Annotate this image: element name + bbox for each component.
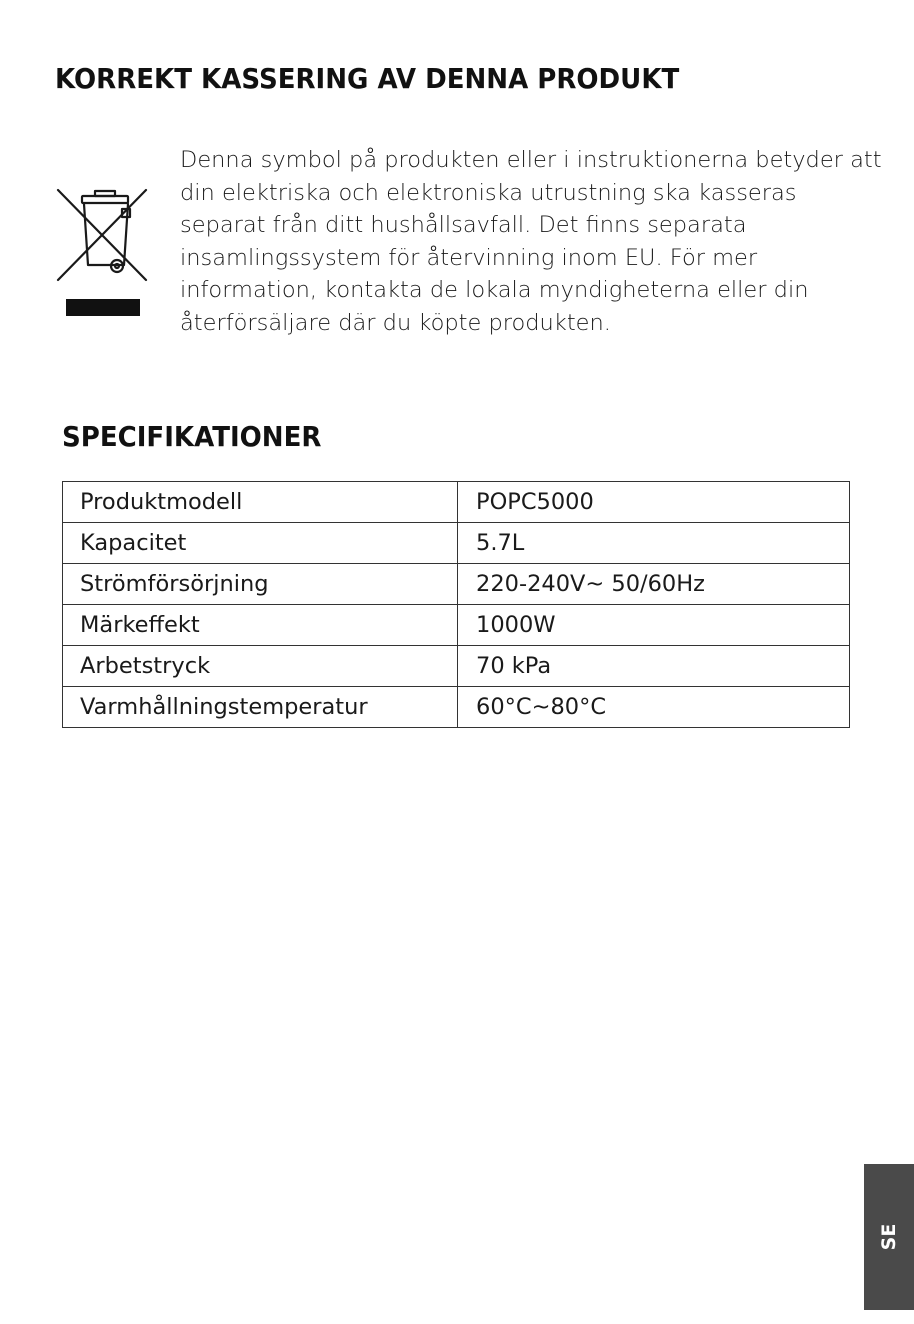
spec-value: 70 kPa <box>458 646 850 687</box>
specifications-table <box>62 481 850 728</box>
spec-value: 5.7L <box>458 523 850 564</box>
disposal-line: återförsäljare där du köpte produkten. <box>180 309 611 336</box>
table-row <box>63 564 850 605</box>
disposal-line: separat från ditt hushållsavfall. Det finns separata <box>180 212 747 239</box>
spec-label: Produktmodell <box>63 482 458 523</box>
spec-value: 60°C~80°C <box>458 687 850 728</box>
specifications-heading: SPECIFIKATIONER <box>62 420 322 453</box>
spec-value: POPC5000 <box>458 482 850 523</box>
spec-label: Strömförsörjning <box>63 564 458 605</box>
disposal-heading: KORREKT KASSERING AV DENNA PRODUKT <box>55 62 680 95</box>
table-row <box>63 482 850 523</box>
spec-label: Märkeffekt <box>63 605 458 646</box>
disposal-line: din elektriska och elektroniska utrustning ska kasseras <box>180 179 797 206</box>
disposal-line: Denna symbol på produkten eller i instruktionerna betyder att <box>180 147 882 173</box>
disposal-line: insamlingssystem för återvinning inom EU. För mer <box>180 244 758 271</box>
spec-label: Kapacitet <box>63 523 458 564</box>
table-row <box>63 646 850 687</box>
table-row <box>63 605 850 646</box>
spec-value: 220-240V~ 50/60Hz <box>458 564 850 605</box>
language-tab-label: SE <box>878 1223 900 1251</box>
table-row <box>63 523 850 564</box>
disposal-line: information, kontakta de lokala myndigheterna eller din <box>180 277 809 304</box>
crossed-out-wheelie-bin-icon <box>52 182 150 318</box>
spec-label: Varmhållningstemperatur <box>63 687 458 728</box>
spec-value: 1000W <box>458 605 850 646</box>
disposal-paragraph <box>180 144 880 340</box>
language-tab <box>864 1164 914 1310</box>
table-row <box>63 687 850 728</box>
spec-label: Arbetstryck <box>63 646 458 687</box>
